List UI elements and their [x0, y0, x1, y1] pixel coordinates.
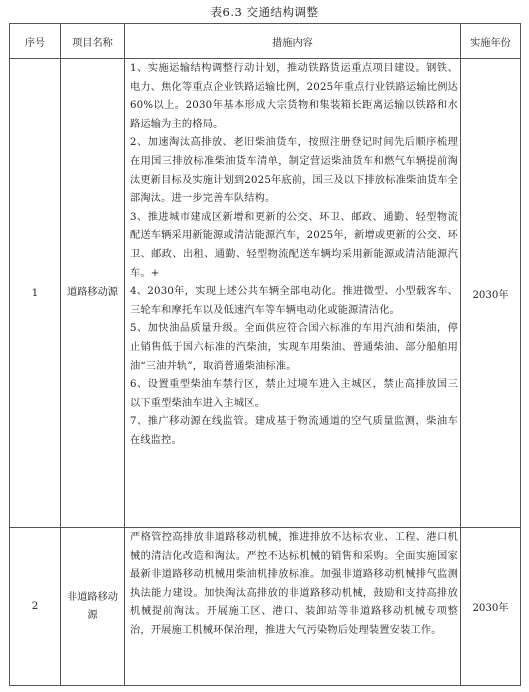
table-caption: 表6.3 交通结构调整 [210, 5, 319, 19]
measure-paragraph: 严格管控高排放非道路移动机械，推进排放不达标农业、工程、港口机械的清洁化改造和淘汰。严控不达标机械的销售和采购。全面实施国家最新非道路移动机械用柴油机排放标准。加强非道路移动机械排气监测执法能力建设。加快淘汰高排放的非道路移动机械，鼓励和支持高排放机械提前淘汰。开展施工区、港口、装卸站等非道路移动机械专项整治，开展施工机械环保治理，推进大气污染物后处理装置安装工作。 [130, 532, 458, 636]
header-item-name: 项目名称 [61, 24, 125, 59]
row-item-cell [61, 59, 125, 528]
row-seq: 1 [10, 59, 61, 528]
header-year: 实施年份 [461, 24, 521, 59]
measure-paragraph: 7、推广移动源在线监管。建成基于物流通道的空气质量监测，柴油车在线监控。 [130, 416, 458, 446]
measure-paragraph: 1、实施运输结构调整行动计划，推动铁路货运重点项目建设。钢铁、电力、焦化等重点企业铁路运输比例，2025年重点行业铁路运输比例达60%以上。2030年基本形成大宗货物和集装箱长距离运输以铁路和水路运输为主的格局。 [130, 63, 458, 130]
measure-paragraph: 4、2030年，实现上述公共车辆全部电动化。推进微型、小型载客车、三轮车和摩托车以及低速汽车等车辆电动化或能源清洁化。 [130, 286, 458, 316]
row-item-name: 道路移动源 [67, 287, 118, 298]
table-row [10, 59, 521, 528]
row-year: 2030年 [461, 59, 521, 528]
measures-table [9, 23, 521, 686]
row-item-cell [61, 528, 125, 686]
measure-paragraph: 6、设置重型柴油车禁行区，禁止过境车进入主城区，禁止高排放国三以下重型柴油车进入主城区。 [130, 379, 458, 409]
measure-paragraph: 5、加快油品质量升级。全面供应符合国六标准的车用汽油和柴油，停止销售低于国六标准的汽柴油，实现车用柴油、普通柴油、部分船舶用油“三油并轨”，取消普通柴油标准。 [130, 323, 458, 372]
header-seq: 序号 [10, 24, 61, 59]
row-seq: 2 [10, 528, 61, 686]
header-row [10, 24, 521, 59]
row-measures [125, 528, 461, 686]
measure-paragraph: 3、推进城市建成区新增和更新的公交、环卫、邮政、通勤、轻型物流配送车辆采用新能源或清洁能源汽车，2025年，新增或更新的公交、环卫、邮政、出租、通勤、轻型物流配送车辆均采用新能源或清洁能源汽车。+ [130, 211, 458, 279]
table-row [10, 528, 521, 686]
measure-paragraph: 2、加速淘汰高排放、老旧柴油货车，按照注册登记时间先后顺序梳理在用国三排放标准柴油货车清单，制定营运柴油货车和燃气车辆提前淘汰更新目标及实施计划到2025年底前，国三及以下排放标准柴油货车全部淘汰。进一步完善车队结构。 [130, 137, 458, 205]
header-measures: 措施内容 [125, 24, 461, 59]
row-measures [125, 59, 461, 528]
row-item-name: 非道路移动源 [67, 591, 118, 621]
row-year: 2030年 [461, 528, 521, 686]
